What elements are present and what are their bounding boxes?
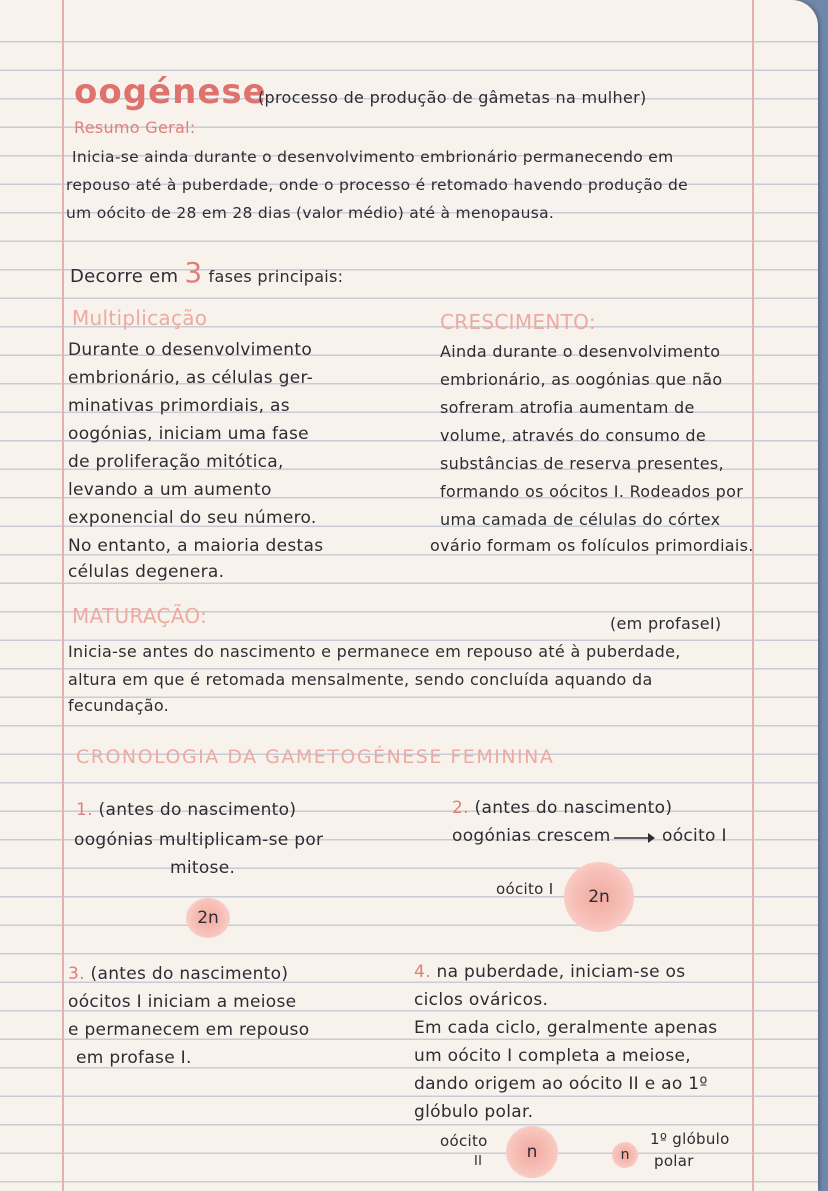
step4-line: ciclos ováricos. — [414, 990, 549, 1010]
fases-number: 3 — [184, 256, 203, 289]
arrow-right-icon — [612, 830, 656, 846]
crescimento-line: volume, através do consumo de — [440, 426, 707, 445]
resumo-line: um oócito de 28 em 28 dias (valor médio) até à menopausa. — [66, 204, 555, 222]
crescimento-line: Ainda durante o desenvolvimento — [440, 342, 721, 361]
step3-line — [68, 964, 288, 984]
step1-line: mitose. — [170, 858, 236, 878]
step3-number: 3. — [68, 964, 85, 984]
resumo-line: Inicia-se ainda durante o desenvolvimento embrionário permanecendo em — [72, 148, 674, 166]
step4-number: 4. — [414, 962, 431, 982]
crescimento-line: embrionário, as oogónias que não — [440, 370, 723, 389]
multiplicacao-line: oogónias, iniciam uma fase — [68, 424, 309, 444]
cronologia-heading: CRONOLOGIA DA GAMETOGÉNESE FEMININA — [76, 746, 555, 768]
step3-line: oócitos I iniciam a meiose — [68, 992, 297, 1012]
step4-text: na puberdade, iniciam-se os — [436, 962, 686, 982]
step4-line: glóbulo polar. — [414, 1102, 534, 1122]
crescimento-line: ovário formam os folículos primordiais. — [430, 536, 754, 555]
right-margin-line — [752, 0, 754, 1191]
maturacao-line: fecundação. — [68, 696, 170, 715]
fases-after: fases principais: — [208, 267, 344, 286]
step2-number: 2. — [452, 798, 469, 818]
step3-line: e permanecem em repouso — [68, 1020, 310, 1040]
crescimento-line: uma camada de células do córtex — [440, 510, 721, 529]
multiplicacao-line: minativas primordiais, as — [68, 396, 290, 416]
step1-line: oogónias multiplicam-se por — [74, 830, 324, 850]
step4-line: um oócito I completa a meiose, — [414, 1046, 691, 1066]
step1-text: (antes do nascimento) — [98, 800, 297, 820]
multiplicacao-line: levando a um aumento — [68, 480, 272, 500]
maturacao-line: altura em que é retomada mensalmente, sendo concluída aquando da — [68, 670, 653, 689]
multiplicacao-line: Durante o desenvolvimento — [68, 340, 313, 360]
step2-line — [452, 798, 672, 818]
cell-circle-2n: 2n — [186, 898, 230, 938]
globulo-polar-label: 1º glóbulo — [650, 1130, 730, 1148]
multiplicacao-line: exponencial do seu número. — [68, 508, 317, 528]
cell-circle-n-small: n — [612, 1142, 638, 1168]
oocito-ii-label: oócito — [440, 1132, 488, 1150]
step4-line: Em cada ciclo, geralmente apenas — [414, 1018, 718, 1038]
step3-line: em profase I. — [76, 1048, 192, 1068]
resumo-line: repouso até à puberdade, onde o processo é retomado havendo produção de — [66, 176, 689, 194]
step4-line — [414, 962, 685, 982]
step1-number: 1. — [76, 800, 93, 820]
multiplicacao-heading: Multiplicação — [72, 306, 208, 330]
page-subtitle: (processo de produção de gâmetas na mulher) — [258, 88, 647, 107]
resumo-heading: Resumo Geral: — [74, 118, 196, 137]
multiplicacao-line: de proliferação mitótica, — [68, 452, 284, 472]
step4-line: dando origem ao oócito II e ao 1º — [414, 1074, 708, 1094]
globulo-polar-label: polar — [654, 1152, 694, 1170]
maturacao-note: (em profaseI) — [610, 614, 722, 633]
step2-line: oogónias crescem — [452, 826, 611, 846]
maturacao-line: Inicia-se antes do nascimento e permanece em repouso até à puberdade, — [68, 642, 681, 661]
crescimento-heading: CRESCIMENTO: — [440, 310, 596, 334]
left-margin-line — [62, 0, 64, 1191]
cell-circle-n: n — [506, 1126, 558, 1178]
multiplicacao-line: No entanto, a maioria destas — [68, 536, 324, 556]
fases-intro — [70, 256, 343, 289]
cell-circle-2n: 2n — [564, 862, 634, 932]
fases-before: Decorre em — [70, 266, 179, 287]
crescimento-line: formando os oócitos I. Rodeados por — [440, 482, 744, 501]
step3-text: (antes do nascimento) — [90, 964, 289, 984]
step2-line: oócito I — [662, 826, 727, 846]
crescimento-line: substâncias de reserva presentes, — [440, 454, 724, 473]
step1-line — [76, 800, 296, 820]
multiplicacao-line: embrionário, as células ger- — [68, 368, 314, 388]
multiplicacao-line: células degenera. — [68, 562, 225, 582]
oocito-ii-number: II — [474, 1154, 483, 1169]
page-title: oogénese — [74, 72, 267, 112]
maturacao-heading: MATURAÇÃO: — [72, 604, 208, 628]
crescimento-line: sofreram atrofia aumentam de — [440, 398, 695, 417]
step2-text: (antes do nascimento) — [474, 798, 673, 818]
oocito-label: oócito I — [496, 880, 554, 898]
